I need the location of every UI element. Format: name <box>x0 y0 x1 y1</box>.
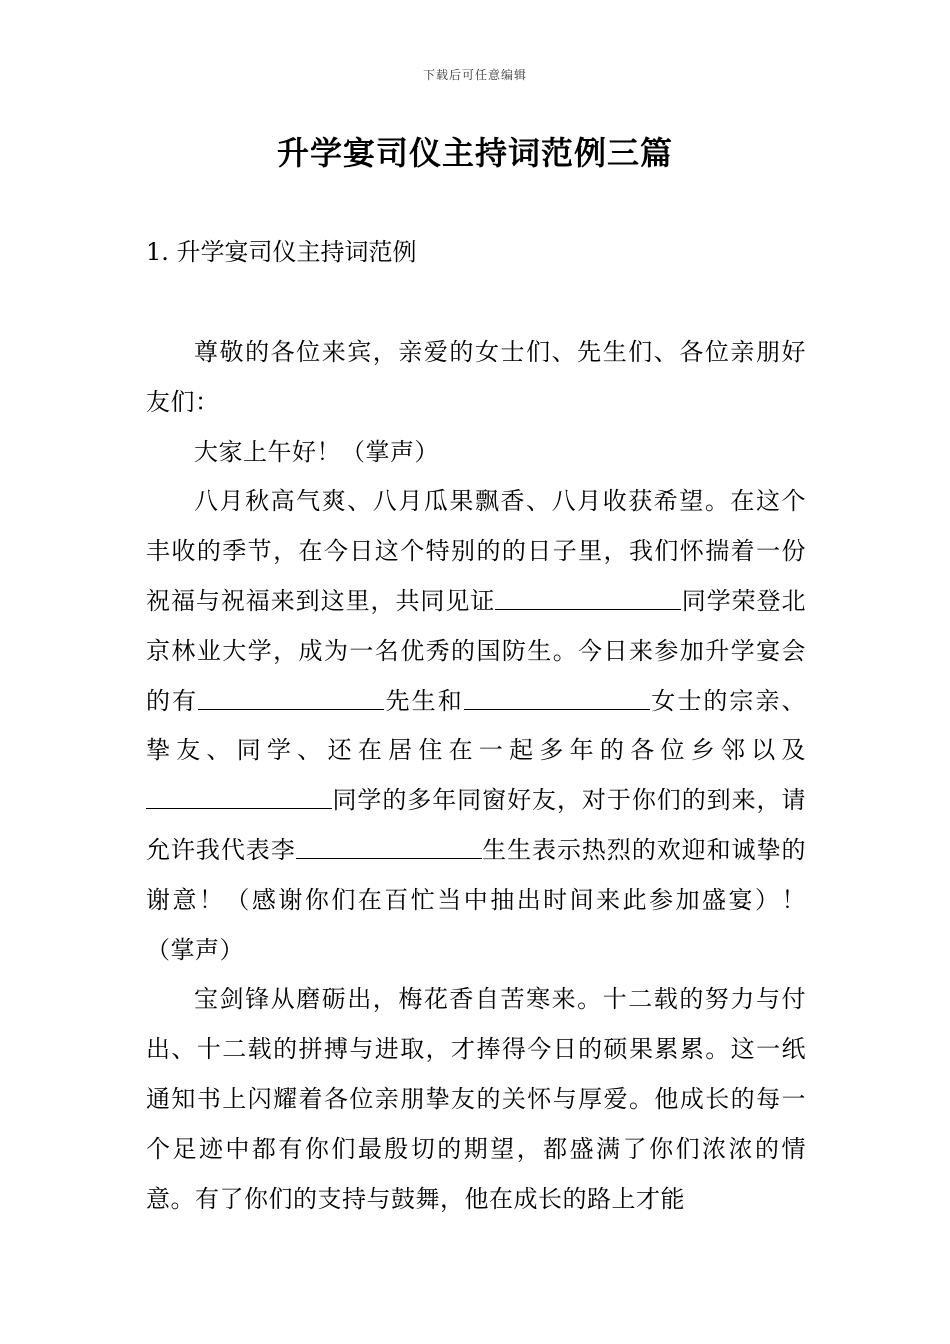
paragraph-welcome-segment: 同学的多年同窗好友，对于你们的到来，请允许我代表李 <box>146 786 806 864</box>
header-note: 下载后可任意编辑 <box>422 68 527 82</box>
paragraph-welcome-segment: 先生和 <box>384 686 464 715</box>
fill-in-blank <box>198 685 384 710</box>
section-heading: 1. 升学宴司仪主持词范例 <box>146 238 417 266</box>
paragraph-greeting: 尊敬的各位来宾，亲爱的女士们、先生们、各位亲朋好友们： <box>146 338 806 416</box>
paragraph-welcome-segment: 八月秋高气爽、八月瓜果飘香、八月收获希望。在这个丰收的季节，在今日这个特别的的日子里，我们怀揣着一份祝福与祝福来到这里，共同见证 <box>146 487 806 615</box>
paragraph-hello: 大家上午好！（掌声） <box>194 437 439 466</box>
paragraph-welcome-segment: 生生表示热烈的欢迎和诚挚的谢意！（感谢你们在百忙当中抽出时间来此参加盛宴）！（掌声） <box>146 835 807 964</box>
paragraph-welcome-segment: 同学荣登北京林业大学，成为一名优秀的国防生。今日来参加升学宴会的有 <box>146 586 807 715</box>
paragraph-achievement: 宝剑锋从磨砺出，梅花香自苦寒来。十二载的努力与付出、十二载的拼搏与进取，才捧得今日的硕果累累。这一纸通知书上闪耀着各位亲朋挚友的关怀与厚爱。他成长的每一个足迹中都有你们最殷切的期望，都盛满了你们浓浓的情意。有了你们的支持与鼓舞，他在成长的路上才能 <box>146 985 806 1213</box>
document-title: 升学宴司仪主持词范例三篇 <box>276 134 673 172</box>
fill-in-blank <box>146 784 332 809</box>
paragraph-welcome <box>146 477 806 975</box>
paragraph-welcome-segment: 女士的宗亲、挚友、同学、还在居住在一起多年的各位乡邻以及 <box>146 686 807 765</box>
fill-in-blank <box>495 585 681 610</box>
fill-in-blank <box>296 834 482 859</box>
fill-in-blank <box>464 685 650 710</box>
document-body <box>146 328 806 1224</box>
